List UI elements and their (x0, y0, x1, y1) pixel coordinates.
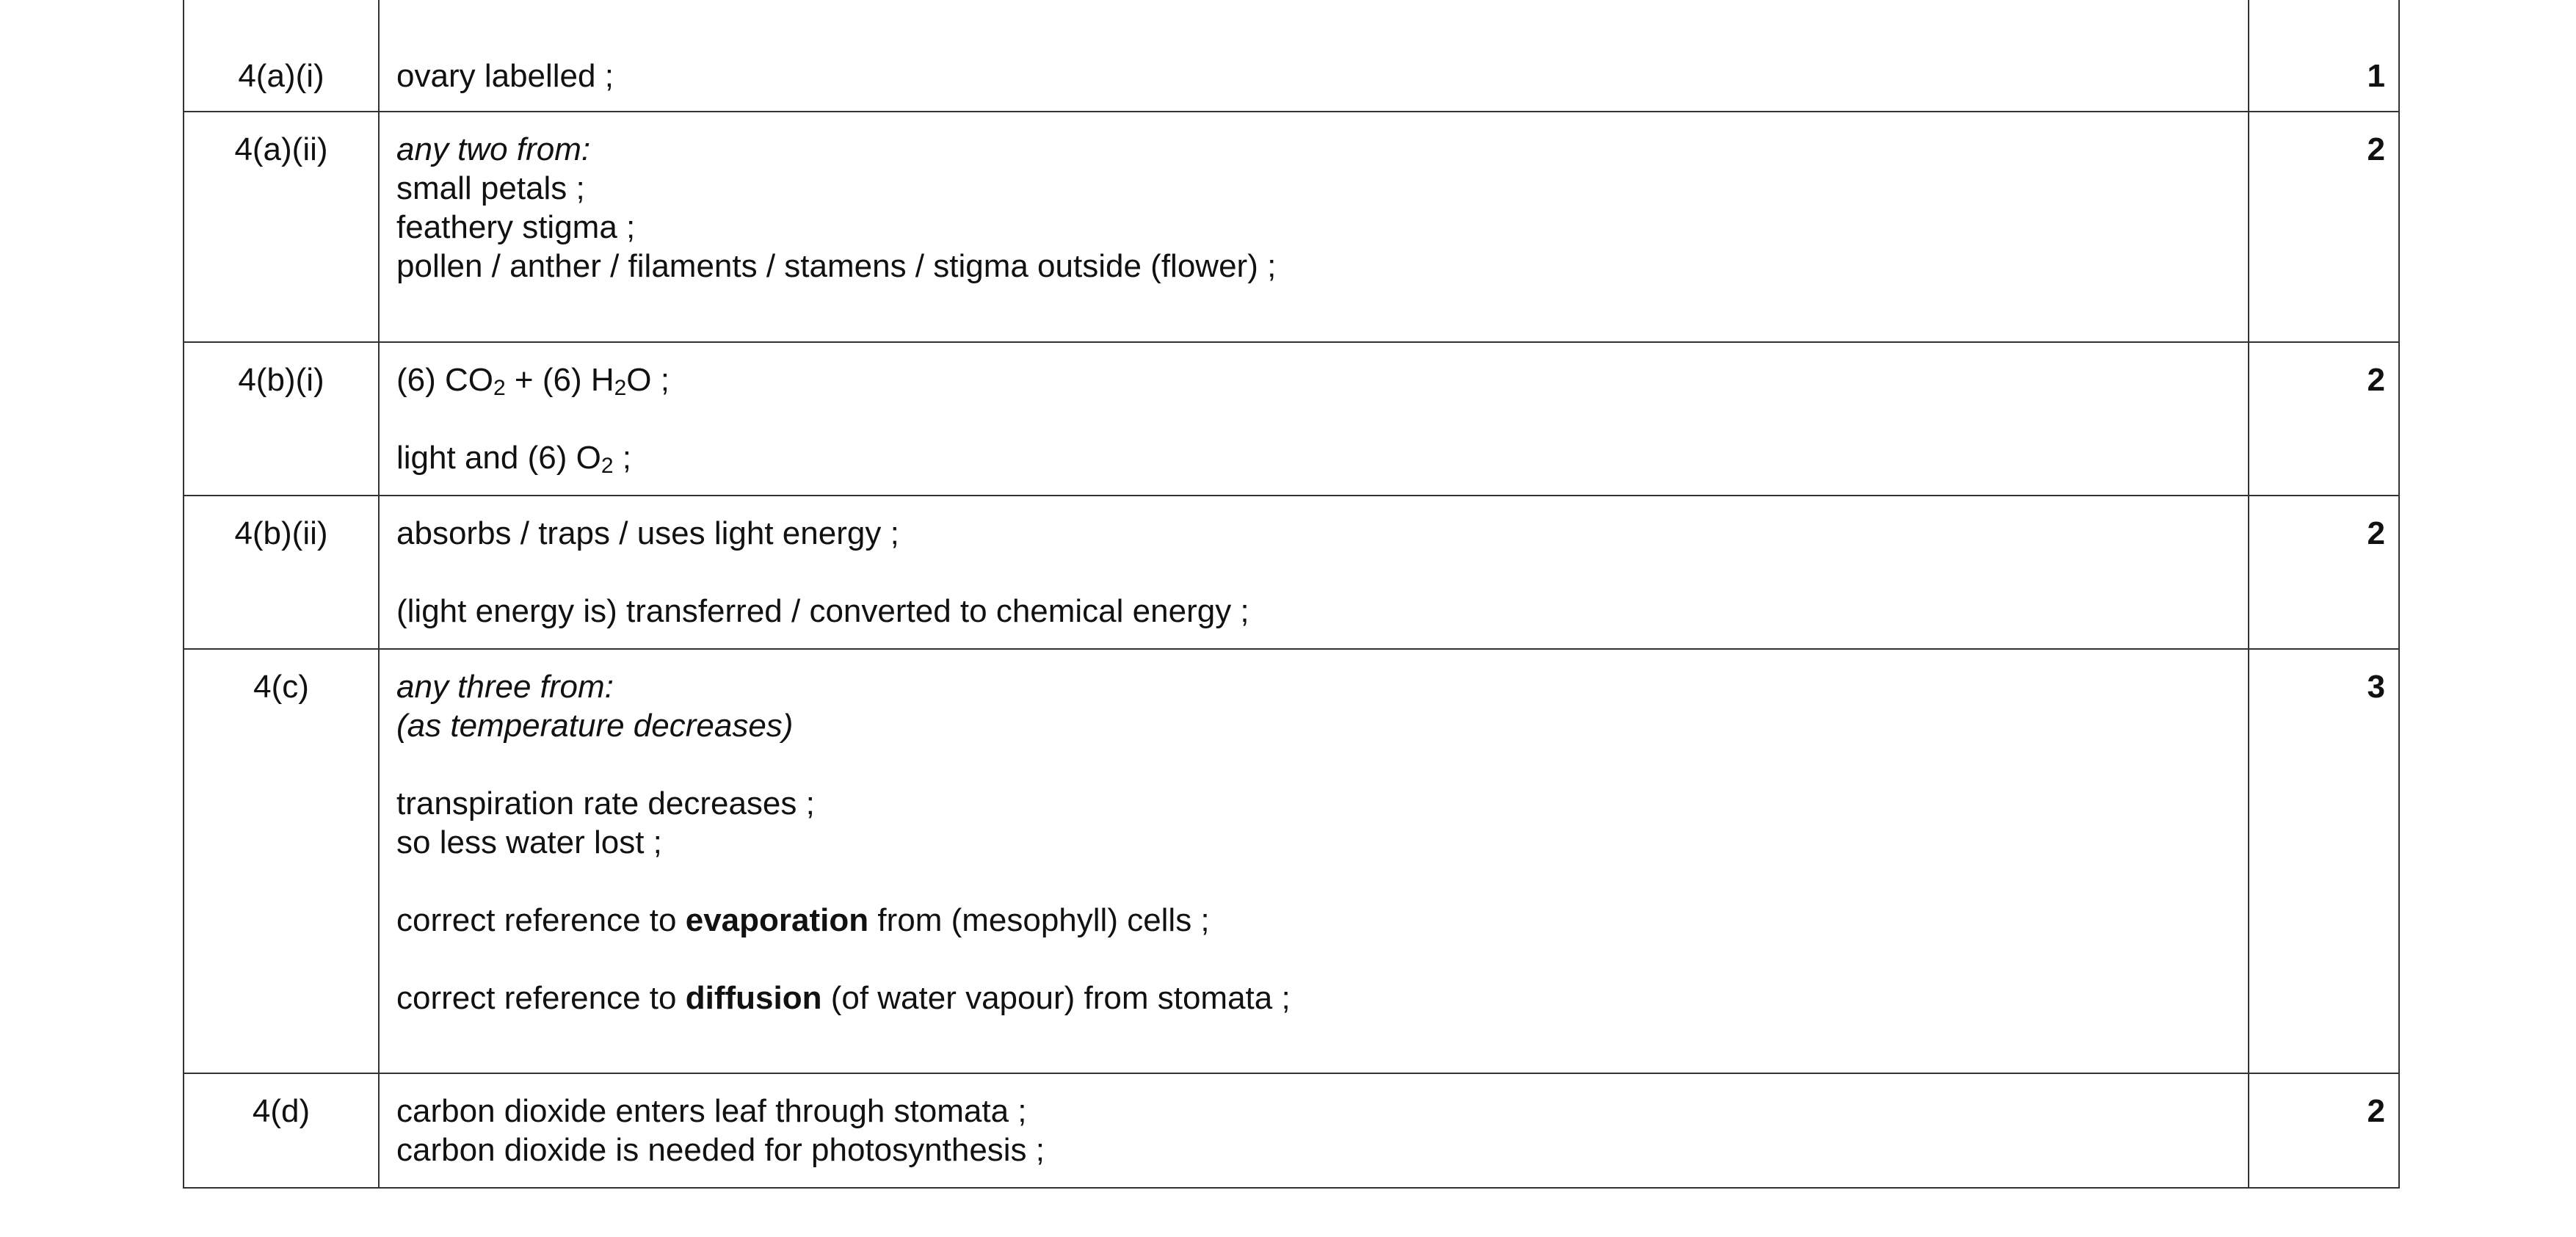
table-row (184, 1073, 2399, 1188)
question-number: 4(a)(i) (238, 58, 324, 94)
question-number: 4(d) (252, 1093, 311, 1129)
marks-cell (2249, 342, 2399, 496)
text-run: + (6) H (505, 362, 614, 398)
marks-value: 3 (2367, 669, 2385, 705)
question-number-cell (184, 496, 379, 649)
line-gap (396, 940, 2248, 979)
question-number-cell (184, 342, 379, 496)
line-gap (396, 399, 2248, 438)
line-gap (396, 862, 2248, 901)
table-row (184, 649, 2399, 1073)
text-run: O ; (626, 362, 670, 398)
answer-cell (379, 1073, 2249, 1188)
answer-instruction: (as temperature decreases) (396, 708, 794, 744)
line-gap (396, 553, 2248, 592)
answer-cell (379, 496, 2249, 649)
question-number-cell (184, 649, 379, 1073)
text-run: light and (6) O (396, 440, 601, 476)
table-row (184, 112, 2399, 342)
answer-line (396, 901, 2248, 940)
answer-line: small petals ; (396, 170, 585, 206)
marks-cell (2249, 649, 2399, 1073)
answer-line: so less water lost ; (396, 824, 662, 860)
question-number-cell (184, 112, 379, 342)
question-number: 4(a)(ii) (234, 131, 328, 167)
table-row (184, 496, 2399, 649)
subscript: 2 (601, 454, 614, 478)
subscript: 2 (614, 376, 627, 400)
marks-value: 2 (2367, 515, 2385, 551)
answer-line (396, 979, 2248, 1017)
answer-cell (379, 0, 2249, 112)
answer-line: pollen / anther / filaments / stamens / stigma outside (flower) ; (396, 248, 1277, 284)
marks-cell (2249, 1073, 2399, 1188)
marks-cell (2249, 0, 2399, 112)
answer-cell (379, 649, 2249, 1073)
text-run: (6) CO (396, 362, 493, 398)
marks-cell (2249, 112, 2399, 342)
marks-value: 2 (2367, 1093, 2385, 1129)
table-row (184, 0, 2399, 112)
key-term: diffusion (685, 980, 822, 1016)
text-run: (of water vapour) from stomata ; (821, 980, 1291, 1016)
key-term: evaporation (685, 902, 869, 938)
answer-line: absorbs / traps / uses light energy ; (396, 515, 899, 551)
question-number: 4(c) (253, 669, 309, 705)
answer-line: transpiration rate decreases ; (396, 786, 815, 821)
line-gap (396, 745, 2248, 784)
marks-value: 2 (2367, 362, 2385, 398)
answer-instruction: any three from: (396, 669, 614, 705)
text-run: from (mesophyll) cells ; (868, 902, 1210, 938)
table-row (184, 342, 2399, 496)
marks-value: 2 (2367, 131, 2385, 167)
answer-line: feathery stigma ; (396, 209, 636, 245)
mark-scheme-table (183, 0, 2400, 1189)
answer-instruction: any two from: (396, 131, 591, 167)
marks-cell (2249, 496, 2399, 649)
answer-line: carbon dioxide is needed for photosynthesis ; (396, 1132, 1045, 1168)
answer-line: (light energy is) transferred / converted to chemical energy ; (396, 593, 1249, 629)
text-run: correct reference to (396, 980, 686, 1016)
text-run: correct reference to (396, 902, 686, 938)
question-number: 4(b)(ii) (234, 515, 328, 551)
subscript: 2 (493, 376, 506, 400)
question-number: 4(b)(i) (238, 362, 324, 398)
marks-value: 1 (2367, 58, 2385, 94)
question-number-cell (184, 0, 379, 112)
question-number-cell (184, 1073, 379, 1188)
answer-line-equation (396, 360, 2248, 399)
answer-line (396, 438, 2248, 477)
mark-scheme-page (183, 0, 2398, 1189)
answer-cell (379, 342, 2249, 496)
answer-line: ovary labelled ; (396, 58, 614, 94)
answer-line: carbon dioxide enters leaf through stomata ; (396, 1093, 1027, 1129)
text-run: ; (613, 440, 631, 476)
answer-cell (379, 112, 2249, 342)
